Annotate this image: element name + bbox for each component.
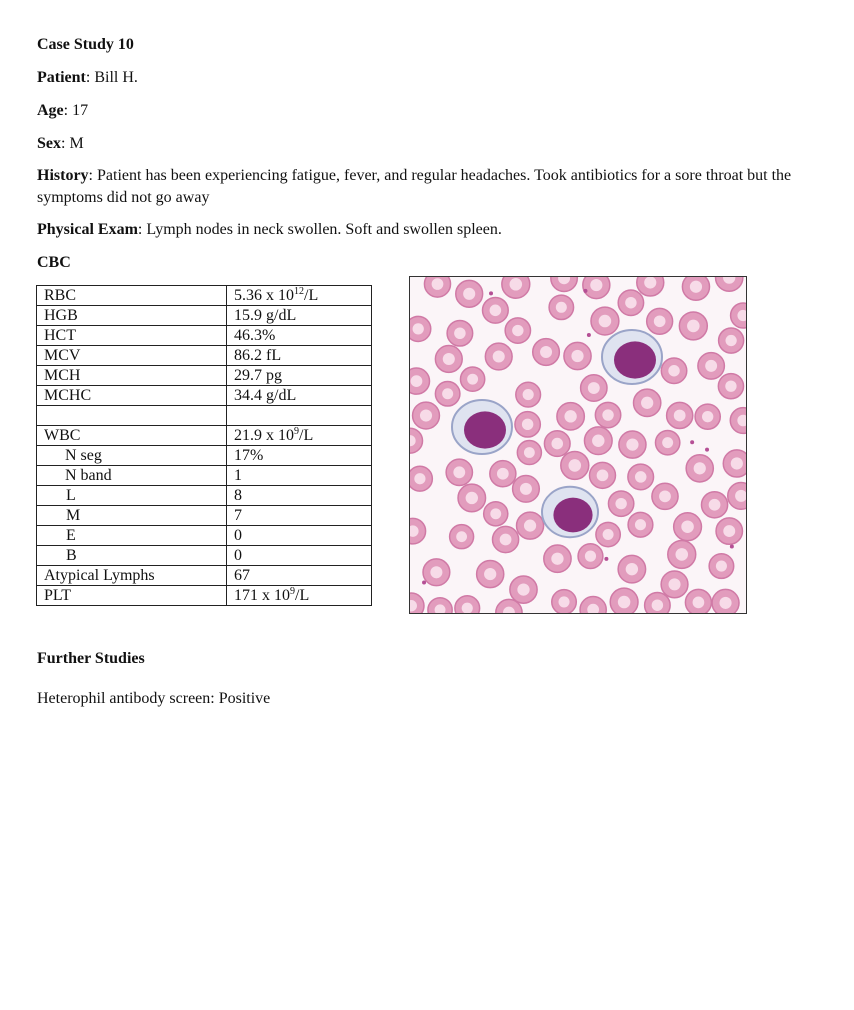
cbc-value: 21.9 x $10^9/L$ (227, 426, 372, 446)
red-blood-cell (581, 375, 607, 401)
cbc-row (37, 586, 372, 606)
cbc-value (227, 406, 372, 426)
red-blood-cell (517, 512, 544, 539)
atypical-lymphocyte (602, 330, 662, 384)
cbc-label: E (37, 526, 227, 546)
cbc-row (37, 526, 372, 546)
red-blood-cell (549, 295, 573, 319)
exam-value: Lymph nodes in neck swollen. Soft and swollen spleen. (146, 221, 502, 238)
red-blood-cell (410, 593, 424, 613)
platelet (730, 545, 734, 549)
cbc-row (37, 326, 372, 346)
red-blood-cell (679, 312, 707, 340)
red-blood-cell (551, 277, 577, 291)
red-blood-cell (723, 450, 746, 477)
cbc-label: WBC (37, 426, 227, 446)
cbc-row (37, 566, 372, 586)
red-blood-cell (731, 303, 746, 328)
red-blood-cell (410, 466, 432, 491)
red-blood-cell (455, 596, 480, 613)
red-blood-cell (719, 328, 744, 353)
cbc-row (37, 286, 372, 306)
red-blood-cell (410, 316, 431, 341)
cbc-row (37, 466, 372, 486)
cbc-value: 46.3% (227, 326, 372, 346)
red-blood-cell (435, 346, 462, 373)
platelet (489, 291, 493, 295)
atypical-lymphocyte (452, 400, 512, 454)
further-studies-heading: Further Studies (37, 650, 145, 667)
red-blood-cell (634, 389, 661, 416)
patient-line: Patient: Bill H. (37, 69, 138, 86)
cbc-table (36, 285, 372, 606)
platelet (583, 289, 587, 293)
red-blood-cell (682, 277, 709, 300)
platelet (705, 448, 709, 452)
blood-smear-illustration (410, 277, 746, 613)
red-blood-cell (423, 559, 450, 586)
cbc-label: MCH (37, 366, 227, 386)
platelet (690, 440, 694, 444)
cbc-row (37, 346, 372, 366)
red-blood-cell (730, 408, 746, 434)
red-blood-cell (561, 451, 589, 479)
exam-line: Physical Exam: Lymph nodes in neck swollen. Soft and swollen spleen. (37, 221, 502, 238)
red-blood-cell (580, 597, 606, 613)
cbc-label: B (37, 546, 227, 566)
red-blood-cell (652, 483, 678, 509)
red-blood-cell (505, 318, 530, 343)
red-blood-cell (589, 462, 615, 488)
red-blood-cell (515, 412, 540, 437)
red-blood-cell (608, 491, 633, 516)
cbc-row (37, 546, 372, 566)
cbc-label: PLT (37, 586, 227, 606)
red-blood-cell (456, 280, 483, 307)
red-blood-cell (458, 484, 486, 512)
red-blood-cell (544, 545, 571, 572)
red-blood-cell (618, 290, 643, 315)
red-blood-cell (661, 571, 688, 598)
red-blood-cell (661, 358, 686, 383)
red-blood-cell (424, 277, 450, 297)
cbc-row (37, 406, 372, 426)
red-blood-cell (618, 555, 645, 582)
red-blood-cell (709, 554, 734, 579)
red-blood-cell (716, 277, 743, 291)
cbc-row (37, 446, 372, 466)
patient-name: Bill H. (94, 69, 138, 86)
red-blood-cell (583, 277, 610, 299)
atypical-lymphocyte (542, 487, 598, 537)
cbc-value: 5.36 x $10^{12}/L$ (227, 286, 372, 306)
red-blood-cell (637, 277, 664, 296)
platelet (422, 581, 426, 585)
sex-line: Sex: M (37, 135, 84, 152)
red-blood-cell (460, 367, 484, 391)
cbc-label: HCT (37, 326, 227, 346)
red-blood-cell (516, 382, 541, 407)
red-blood-cell (647, 308, 673, 334)
red-blood-cell (698, 353, 724, 379)
red-blood-cell (450, 525, 474, 549)
red-blood-cell (596, 522, 620, 546)
sex-value: M (69, 135, 84, 152)
red-blood-cell (544, 431, 570, 457)
red-blood-cell (584, 427, 612, 455)
red-blood-cell (446, 459, 472, 485)
red-blood-cell (645, 592, 671, 613)
red-blood-cell (610, 588, 638, 613)
cbc-row (37, 306, 372, 326)
cbc-value: 34.4 g/dL (227, 386, 372, 406)
red-blood-cell (667, 402, 693, 428)
cbc-label: MCHC (37, 386, 227, 406)
cbc-value: 15.9 g/dL (227, 306, 372, 326)
red-blood-cell (477, 560, 504, 587)
red-blood-cell (619, 431, 646, 458)
red-blood-cell (435, 382, 460, 407)
red-blood-cell (728, 483, 746, 510)
red-blood-cell (513, 475, 540, 502)
cbc-value: 8 (227, 486, 372, 506)
red-blood-cell (510, 576, 537, 603)
red-blood-cell (485, 343, 512, 370)
history-line: History: Patient has been experiencing fatigue, fever, and regular headaches. Took antibiotics for a sore throat but the symptoms did not go away (37, 167, 792, 206)
cbc-heading: CBC (37, 254, 71, 271)
red-blood-cell (533, 339, 560, 366)
red-blood-cell (484, 502, 508, 526)
case-title: Case Study 10 (37, 36, 134, 53)
cbc-row (37, 366, 372, 386)
cbc-label: MCV (37, 346, 227, 366)
cbc-label: HGB (37, 306, 227, 326)
red-blood-cell (410, 428, 423, 453)
heterophil-result: Positive (218, 690, 271, 707)
platelet (604, 557, 608, 561)
red-blood-cell (716, 518, 742, 544)
cbc-label: Atypical Lymphs (37, 566, 227, 586)
history-value: Patient has been experiencing fatigue, fever, and regular headaches. Took antibiotics for a sore throat but the symptoms did not go away (37, 167, 792, 206)
cbc-value: 17% (227, 446, 372, 466)
red-blood-cell (686, 455, 713, 482)
red-blood-cell (718, 374, 743, 399)
red-blood-cell (668, 540, 696, 568)
cbc-value: 7 (227, 506, 372, 526)
red-blood-cell (655, 430, 679, 454)
red-blood-cell (502, 277, 530, 298)
cbc-value: 0 (227, 546, 372, 566)
red-blood-cell (410, 518, 426, 544)
heterophil-label: Heterophil antibody screen: (37, 690, 215, 707)
red-blood-cell (674, 513, 702, 541)
cbc-label: M (37, 506, 227, 526)
cbc-value: 1 (227, 466, 372, 486)
red-blood-cell (595, 402, 620, 427)
red-blood-cell (490, 461, 516, 487)
cbc-label: N seg (37, 446, 227, 466)
cbc-row (37, 426, 372, 446)
red-blood-cell (695, 404, 720, 429)
cbc-row (37, 506, 372, 526)
red-blood-cell (493, 526, 519, 552)
cbc-label: RBC (37, 286, 227, 306)
red-blood-cell (628, 512, 653, 537)
red-blood-cell (564, 342, 591, 369)
cbc-value: 86.2 fL (227, 346, 372, 366)
cbc-value: 67 (227, 566, 372, 586)
red-blood-cell (557, 403, 584, 430)
heterophil-line (37, 688, 270, 710)
red-blood-cell (552, 590, 577, 613)
cbc-label (37, 406, 227, 426)
cbc-label: L (37, 486, 227, 506)
red-blood-cell (410, 368, 430, 394)
red-blood-cell (517, 440, 541, 464)
red-blood-cell (685, 589, 711, 613)
red-blood-cell (591, 307, 619, 335)
red-blood-cell (447, 320, 473, 346)
red-blood-cell (578, 544, 603, 569)
cbc-row (37, 486, 372, 506)
age-value: 17 (72, 102, 89, 119)
red-blood-cell (628, 464, 654, 490)
red-blood-cell (701, 492, 727, 518)
red-blood-cell (482, 297, 508, 323)
red-blood-cell (712, 589, 739, 613)
red-blood-cell (413, 402, 440, 429)
cbc-value: 0 (227, 526, 372, 546)
red-blood-cell (428, 598, 452, 613)
cbc-label: N band (37, 466, 227, 486)
cbc-row (37, 386, 372, 406)
blood-smear-image (409, 276, 747, 614)
platelet (587, 333, 591, 337)
cbc-value: 29.7 pg (227, 366, 372, 386)
cbc-value: 171 x $10^9/L$ (227, 586, 372, 606)
age-line: Age: 17 (37, 102, 89, 119)
